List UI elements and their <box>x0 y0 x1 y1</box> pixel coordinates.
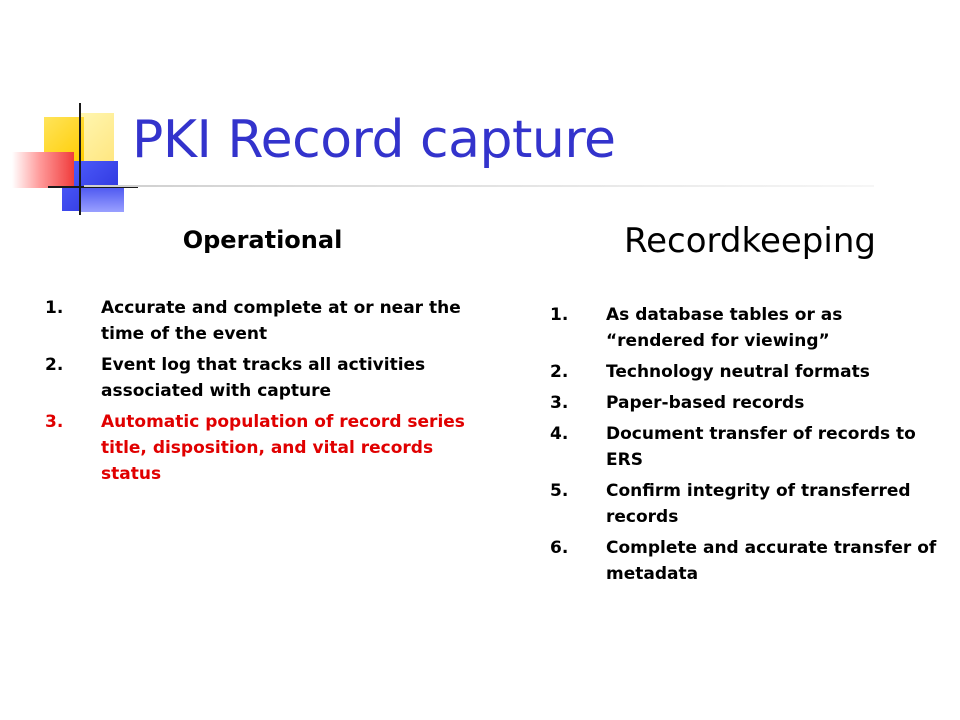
item-text: Complete and accurate transfer of metadata <box>606 538 937 584</box>
item-number: 2. <box>45 355 64 375</box>
operational-heading: Operational <box>182 226 343 254</box>
list-item <box>45 352 495 404</box>
list-item <box>550 302 940 354</box>
recordkeeping-heading: Recordkeeping <box>624 221 876 261</box>
item-number: 3. <box>550 393 569 413</box>
blue-gradient-square <box>80 186 124 212</box>
item-text: Event log that tracks all activities associated with capture <box>101 355 426 401</box>
decorative-squares-logo <box>0 0 140 220</box>
operational-list <box>45 295 495 492</box>
item-number: 1. <box>45 298 64 318</box>
light-yellow-square <box>80 113 114 163</box>
item-text: As database tables or as “rendered for viewing” <box>606 305 843 351</box>
list-item <box>550 390 940 416</box>
list-item <box>550 478 940 530</box>
list-item <box>45 295 495 347</box>
list-item <box>550 535 940 587</box>
vertical-line <box>79 103 81 215</box>
item-text: Accurate and complete at or near the time of the event <box>101 298 461 344</box>
list-item <box>550 421 940 473</box>
item-text: Automatic population of record series title, disposition, and vital records status <box>101 412 465 484</box>
slide-title: PKI Record capture <box>132 110 616 170</box>
red-gradient-square <box>12 152 74 188</box>
title-divider <box>84 185 874 187</box>
item-text: Confirm integrity of transferred records <box>606 481 911 527</box>
item-number: 2. <box>550 362 569 382</box>
item-number: 6. <box>550 538 569 558</box>
item-number: 3. <box>45 412 64 432</box>
item-number: 5. <box>550 481 569 501</box>
item-text: Document transfer of records to ERS <box>606 424 916 470</box>
item-number: 4. <box>550 424 569 444</box>
recordkeeping-list <box>550 302 940 592</box>
list-item-highlighted <box>45 409 495 487</box>
list-item <box>550 359 940 385</box>
item-number: 1. <box>550 305 569 325</box>
item-text: Paper-based records <box>606 393 805 413</box>
item-text: Technology neutral formats <box>606 362 870 382</box>
